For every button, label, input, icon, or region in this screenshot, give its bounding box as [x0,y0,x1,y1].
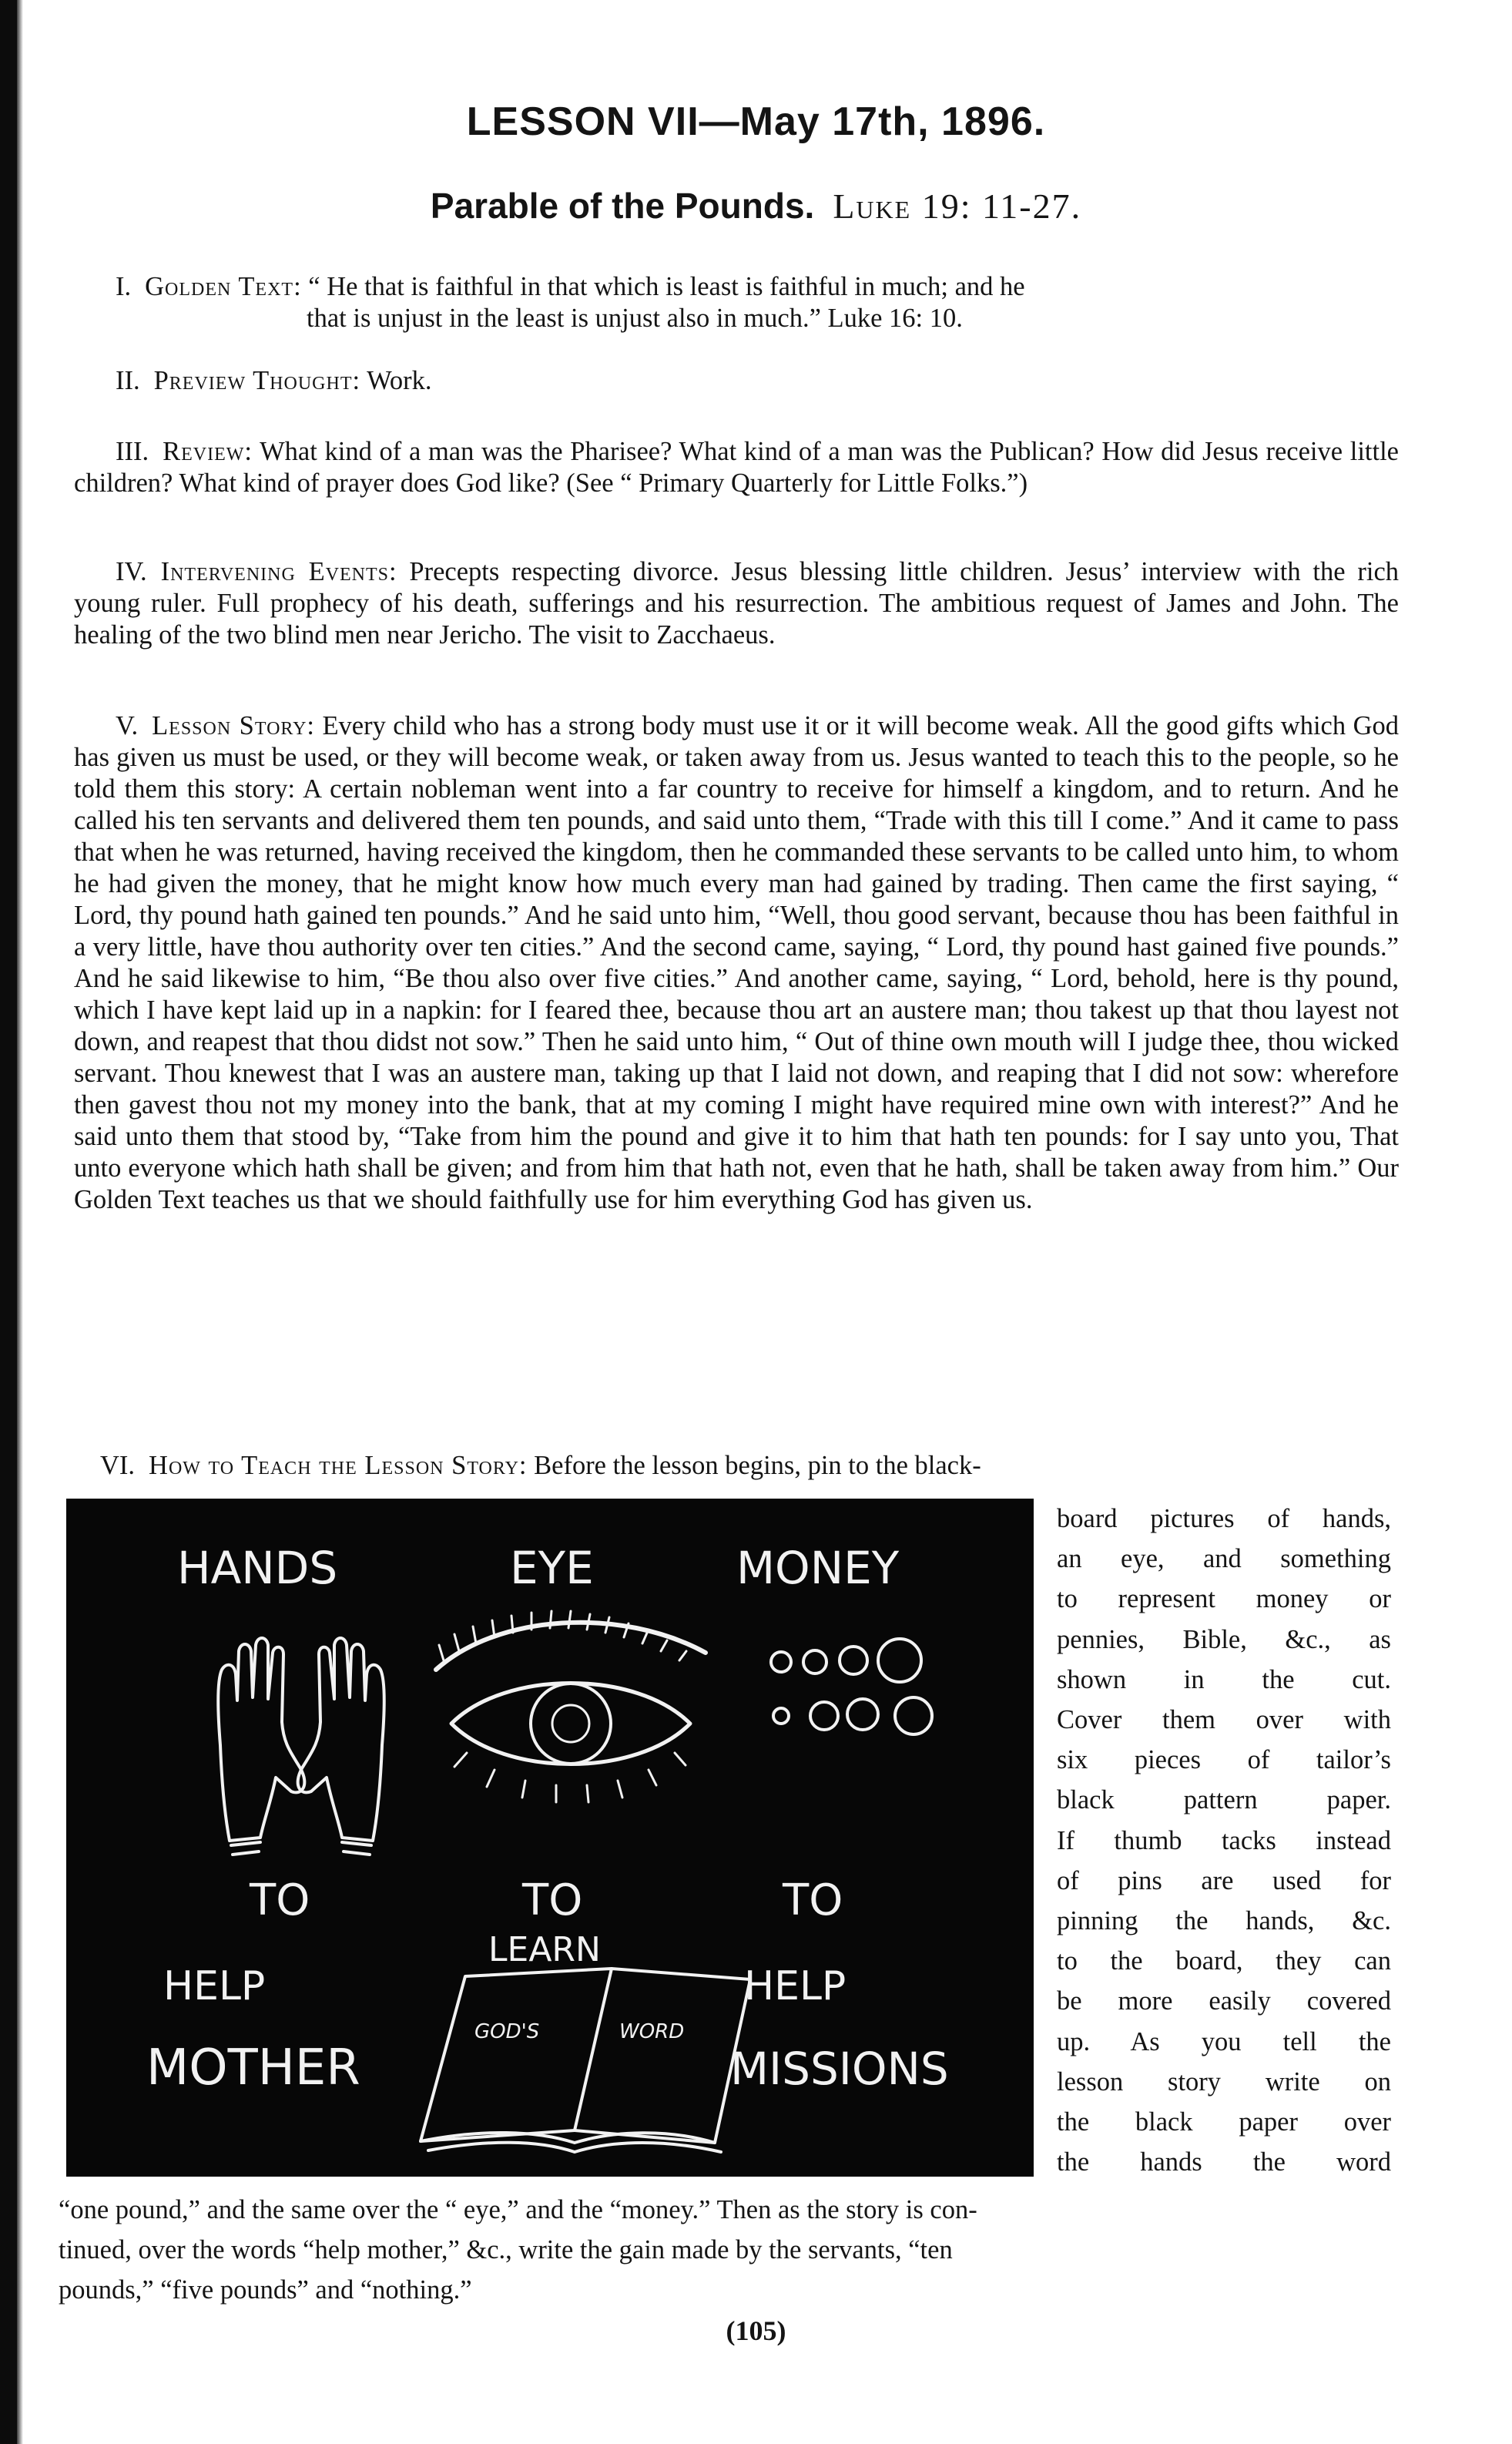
page-number: (105) [726,2315,786,2346]
side-line: to the board, they can [1057,1946,1391,1976]
blackboard-illustration [66,1499,1034,2177]
parable-title: Parable of the Pounds. [430,186,815,226]
intervening-text: Precepts respecting divorce. Jesus blessing little children. Jesus’ interview with the rich young ruler. Full prophecy of his death, sufferings and his resurrection. The ambitious request of James and John. The healing of the two blind men near Jericho. The visit to Zacchaeus. [74,557,1400,650]
label-to-1: TO [250,1875,310,1925]
side-line: up. As you tell the [1057,2026,1391,2056]
side-line: shown in the cut. [1057,1664,1391,1694]
side-line: If thumb tacks instead [1057,1825,1391,1855]
section-number: I. [116,272,132,301]
label-missions: MISSIONS [730,2043,949,2095]
section-intervening-events [74,556,1399,651]
label-book-left: GOD'S [474,2020,540,2043]
side-line: black pattern paper. [1057,1785,1391,1815]
side-line: pinning the hands, &c. [1057,1906,1391,1936]
label-eye: EYE [510,1542,594,1594]
golden-text-line-1: “ He that is faithful in that which is least is faithful in much; and he [308,272,1025,301]
section-golden-text [116,271,1394,334]
section-how-to-teach [100,1450,1394,1482]
label-hands: HANDS [177,1542,338,1594]
label-money: MONEY [736,1542,900,1594]
golden-text-line-2: that is unjust in the least is unjust also in much.” Luke 16: 10. [307,304,963,333]
side-line: of pins are used for [1057,1865,1391,1895]
section-heading: Golden Text: [145,272,302,301]
lesson-story-text: Every child who has a strong body must use it or it will become weak. All the good gifts which God has given us must be used, or they will become weak, or taken away from us. Jesus wanted to teach this to the people, so he told them this story: A certain nobleman went into a far country to receive for himself a kingdom, and to return. And he called his ten servants and delivered them ten pounds, and said unto them, “Trade with this till I come.” And it came to pass that when he was returned, having received the kingdom, then he commanded these servants to be called unto him, to whom he had given the money, that he might know how much every man had gained by trading. Then came the first saying, “ Lord, thy pound hath gained ten pounds.” And he said unto him, “Well, thou good servant, because thou has been faithful in a very little, have thou authority over ten cities.” And the second came, saying, “ Lord, thy pound hast gained five pounds.” And he said likewise to him, “Be thou also over five cities.” And another came, saying, “ Lord, behold, here is thy pound, which I have kept laid up in a napkin: for I feared thee, because thou art an austere man; thou takest up that thou layest not down, and reapest that thou didst not sow.” Then he said unto him, “ Out of thine own mouth will I judge thee, thou wicked servant. Thou knewest that I was an austere man, taking up that I laid not down, and reaping that I did not sow: wherefore then gavest thou not my money into the bank, that at my coming I might have required mine own with interest?” And he said unto them that stood by, “Take from him the pound and give it to him that hath ten pounds: for I say unto you, That unto everyone which hath shall be given; and from him that hath not, even that he hath, shall be taken away from him.” Our Golden Text teaches us that we should faithfully use for him everything God has given us. [74,711,1399,1214]
section-heading: Review: [163,437,253,466]
section-lesson-story [74,710,1399,1216]
side-line: board pictures of hands, [1057,1504,1391,1533]
label-help-2: HELP [744,1963,847,2009]
side-column-text [1057,1499,1391,2182]
side-line: Cover them over with [1057,1705,1391,1735]
label-book-right: WORD [619,2020,685,2043]
section-review [74,436,1399,499]
bottom-line: pounds,” “five pounds” and “nothing.” [59,2275,472,2305]
scripture-reference: Luke 19: 11-27. [833,186,1082,226]
side-line: pennies, Bible, &c., as [1057,1624,1391,1654]
section-heading: Lesson Story: [152,711,315,740]
side-line: the hands the word [1057,2147,1391,2177]
section-number: VI. [100,1451,136,1480]
label-mother: MOTHER [146,2039,360,2097]
label-learn: LEARN [488,1930,601,1969]
side-line: lesson story write on [1057,2066,1391,2097]
section-number: III. [116,437,149,466]
bottom-line: “one pound,” and the same over the “ eye,” and the “money.” Then as the story is con- [59,2195,977,2224]
side-line: to represent money or [1057,1584,1391,1614]
side-line: the black paper over [1057,2107,1391,2137]
section-heading: Intervening Events: [160,557,397,586]
label-to-2: TO [522,1875,583,1925]
bottom-line: tinued, over the words “help mother,” &c., write the gain made by the servants, “ten [59,2235,953,2264]
money-coins-icon [771,1639,932,1734]
side-line: six pieces of tailor’s [1057,1745,1391,1775]
section-number: V. [116,711,139,740]
section-heading: How to Teach the Lesson Story: [149,1451,528,1480]
label-help-1: HELP [163,1963,266,2009]
open-book-icon [421,1969,750,2152]
side-line: an eye, and something [1057,1544,1391,1574]
preview-text: Work. [367,366,432,395]
label-to-3: TO [783,1875,843,1925]
section-number: IV. [116,557,147,586]
section-preview [116,365,1440,397]
side-line: be more easily covered [1057,1986,1391,2016]
lesson-title: LESSON VII—May 17th, 1896. [466,99,1046,144]
bottom-paragraph [59,2190,1383,2310]
review-text: What kind of a man was the Pharisee? What kind of a man was the Publican? How did Jesus receive little children? What kind of prayer does God like? (See “ Primary Quarterly for Little Folks.”) [74,437,1399,498]
lesson-subtitle [0,185,1512,227]
hands-icon [218,1638,384,1855]
section-heading: Preview Thought: [153,366,361,395]
how-to-teach-intro: Before the lesson begins, pin to the black- [534,1451,981,1480]
eye-icon [436,1611,706,1802]
section-number: II. [116,366,140,395]
